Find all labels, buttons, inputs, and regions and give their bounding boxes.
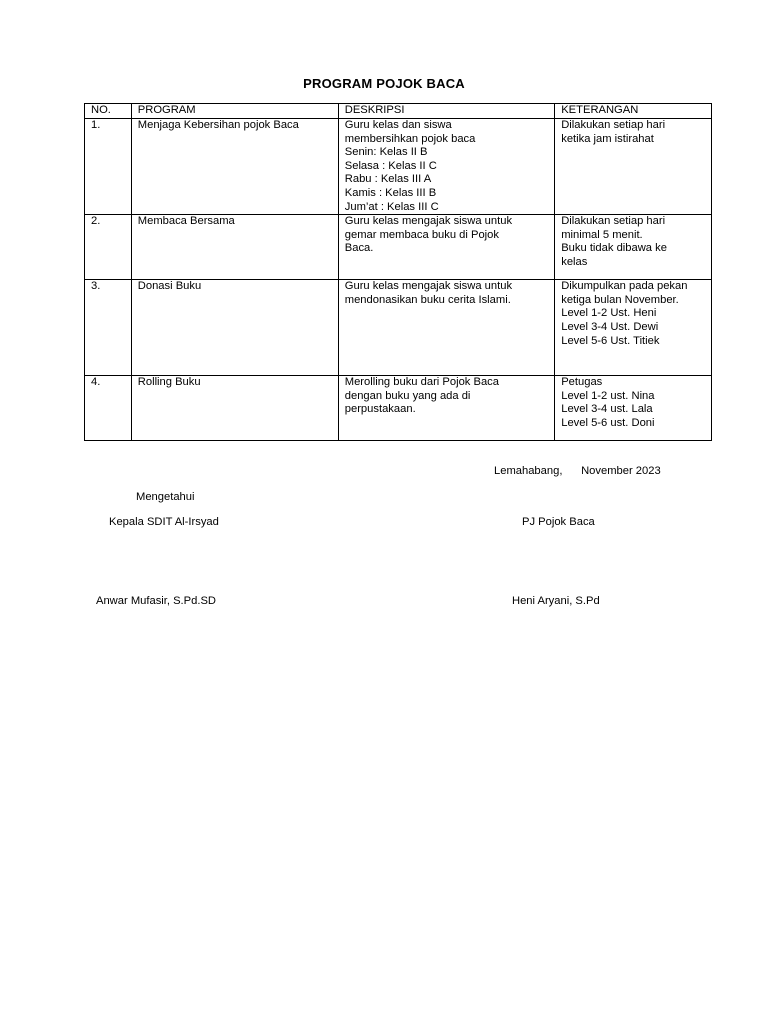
- cell-no: 3.: [85, 280, 132, 376]
- cell-deskripsi: [338, 280, 554, 376]
- cell-line: Level 5-6 ust. Doni: [561, 416, 655, 429]
- cell-line: Guru kelas mengajak siswa untuk: [344, 215, 513, 228]
- cell-line: Guru kelas mengajak siswa untuk: [344, 280, 513, 293]
- cell-deskripsi: [338, 215, 554, 280]
- header-program: PROGRAM: [131, 104, 338, 119]
- cell-line: Baca.: [344, 242, 374, 255]
- cell-no: 2.: [85, 215, 132, 280]
- table-row: [85, 215, 712, 280]
- cell-line: gemar membaca buku di Pojok: [344, 228, 499, 241]
- table-row: [85, 119, 712, 215]
- mengetahui-label: Mengetahui: [136, 491, 195, 503]
- table-row: [85, 376, 712, 441]
- table-header-row: [85, 104, 712, 119]
- cell-line: Senin: Kelas II B: [344, 146, 428, 159]
- cell-line: Rabu : Kelas III A: [344, 173, 432, 186]
- table-row: [85, 280, 712, 376]
- cell-keterangan: [555, 119, 712, 215]
- cell-line: Level 3-4 ust. Lala: [561, 403, 653, 416]
- cell-line: dengan buku yang ada di: [344, 389, 471, 402]
- cell-keterangan: [555, 376, 712, 441]
- cell-line: mendonasikan buku cerita Islami.: [344, 293, 511, 306]
- cell-no: 1.: [85, 119, 132, 215]
- left-signatory-name: Anwar Mufasir, S.Pd.SD: [96, 595, 216, 607]
- header-keterangan: KETERANGAN: [555, 104, 712, 119]
- cell-line: Petugas: [561, 376, 603, 389]
- cell-deskripsi: [338, 119, 554, 215]
- cell-line: kelas: [561, 255, 588, 268]
- cell-line: Buku tidak dibawa ke: [561, 242, 667, 255]
- cell-line: ketika jam istirahat: [561, 132, 654, 145]
- cell-keterangan: [555, 280, 712, 376]
- cell-line: Merolling buku dari Pojok Baca: [344, 376, 499, 389]
- cell-line: Dilakukan setiap hari: [561, 119, 666, 131]
- cell-no: 4.: [85, 376, 132, 441]
- cell-program: Rolling Buku: [131, 376, 338, 441]
- header-no: NO.: [85, 104, 132, 119]
- cell-line: Guru kelas dan siswa: [344, 119, 452, 131]
- place-date: Lemahabang, November 2023: [494, 465, 661, 477]
- cell-line: Dikumpulkan pada pekan: [561, 280, 688, 293]
- cell-line: Level 1-2 ust. Nina: [561, 389, 655, 402]
- cell-program: Donasi Buku: [131, 280, 338, 376]
- cell-program: Membaca Bersama: [131, 215, 338, 280]
- right-signatory-name: Heni Aryani, S.Pd: [512, 595, 600, 607]
- program-table: [84, 103, 712, 441]
- cell-line: Selasa : Kelas II C: [344, 159, 437, 172]
- cell-line: membersihkan pojok baca: [344, 132, 476, 145]
- cell-line: perpustakaan.: [344, 403, 416, 416]
- cell-line: Dilakukan setiap hari: [561, 215, 666, 228]
- cell-line: ketiga bulan November.: [561, 293, 679, 306]
- cell-line: Kamis : Kelas III B: [344, 186, 437, 199]
- header-deskripsi: DESKRIPSI: [338, 104, 554, 119]
- document-title: PROGRAM POJOK BACA: [303, 76, 465, 91]
- cell-line: Level 5-6 Ust. Titiek: [561, 334, 660, 347]
- cell-program: Menjaga Kebersihan pojok Baca: [131, 119, 338, 215]
- cell-line: Level 1-2 Ust. Heni: [561, 307, 657, 320]
- right-signatory-role: PJ Pojok Baca: [522, 516, 595, 528]
- left-signatory-role: Kepala SDIT Al-Irsyad: [109, 516, 219, 528]
- cell-keterangan: [555, 215, 712, 280]
- cell-deskripsi: [338, 376, 554, 441]
- cell-line: Jum’at : Kelas III C: [344, 200, 439, 213]
- cell-line: minimal 5 menit.: [561, 228, 643, 241]
- cell-line: Level 3-4 Ust. Dewi: [561, 320, 659, 333]
